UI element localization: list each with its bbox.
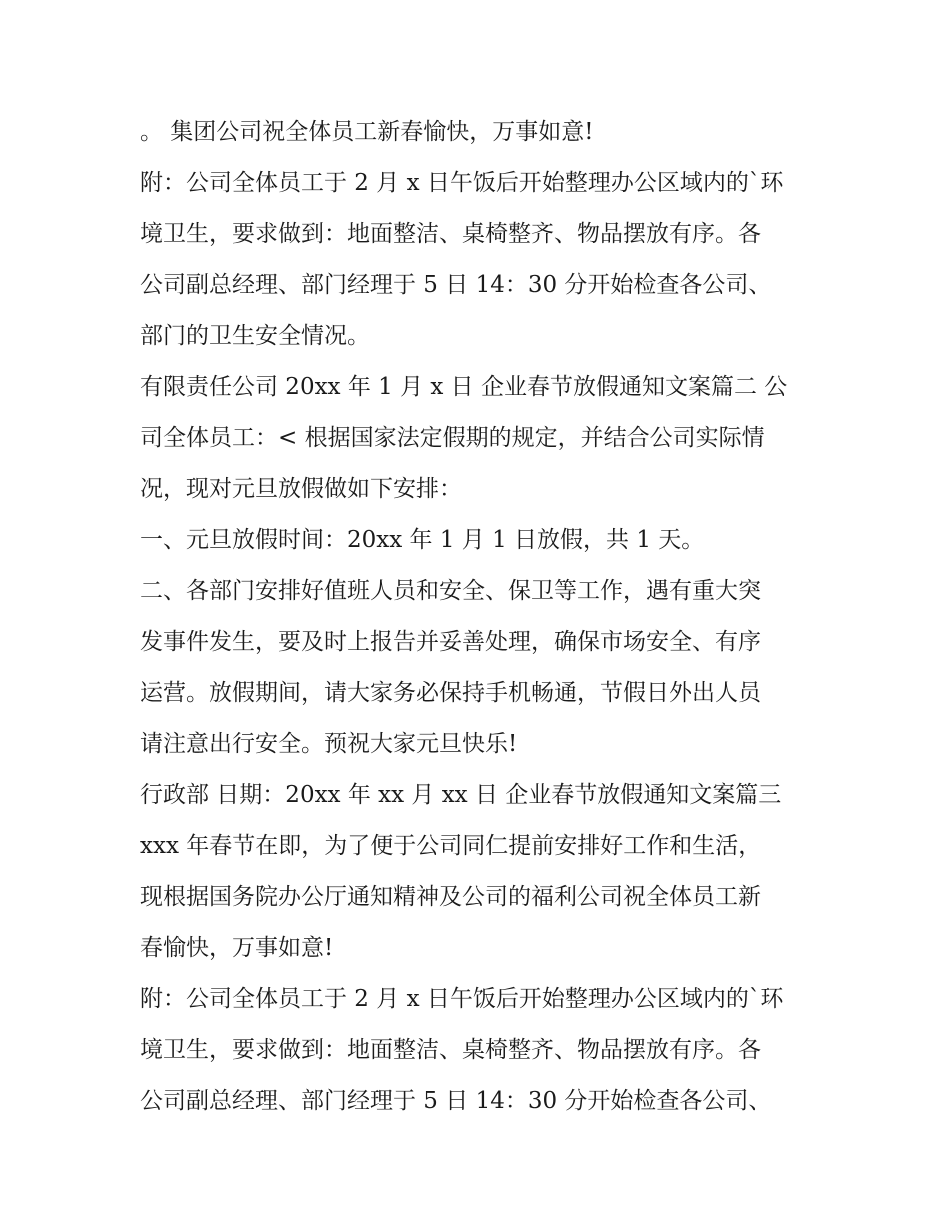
text-line: 附：公司全体员工于 2 月 x 日午饭后开始整理办公区域内的`环 (140, 986, 784, 1012)
text-line: 。 集团公司祝全体员工新春愉快，万事如意! (140, 119, 594, 145)
text-line: 境卫生，要求做到：地面整洁、桌椅整齐、物品摆放有序。各 (140, 221, 761, 247)
text-line: 发事件发生，要及时上报告并妥善处理，确保市场安全、有序 (140, 629, 761, 655)
text-line: 请注意出行安全。预祝大家元旦快乐! (140, 731, 518, 757)
text-line: 现根据国务院办公厅通知精神及公司的福利公司祝全体员工新 (140, 884, 761, 910)
text-line: 有限责任公司 20xx 年 1 月 x 日 企业春节放假通知文案篇二 公 (140, 374, 788, 400)
document-body (140, 107, 830, 1127)
text-line: 司全体员工：< 根据国家法定假期的规定，并结合公司实际情 (140, 425, 765, 451)
text-line: 部门的卫生安全情况。 (140, 323, 370, 349)
text-line: 附：公司全体员工于 2 月 x 日午饭后开始整理办公区域内的`环 (140, 170, 784, 196)
text-line: 境卫生，要求做到：地面整洁、桌椅整齐、物品摆放有序。各 (140, 1037, 761, 1063)
text-line: xxx 年春节在即，为了便于公司同仁提前安排好工作和生活， (140, 833, 762, 859)
text-line: 况，现对元旦放假做如下安排： (140, 476, 462, 502)
text-line: 春愉快，万事如意! (140, 935, 334, 961)
text-line: 运营。放假期间，请大家务必保持手机畅通，节假日外出人员 (140, 680, 761, 706)
text-line: 一、元旦放假时间：20xx 年 1 月 1 日放假，共 1 天。 (140, 527, 705, 553)
text-line: 公司副总经理、部门经理于 5 日 14：30 分开始检查各公司、 (140, 1088, 772, 1114)
text-line: 二、各部门安排好值班人员和安全、保卫等工作，遇有重大突 (140, 578, 761, 604)
text-line: 公司副总经理、部门经理于 5 日 14：30 分开始检查各公司、 (140, 272, 772, 298)
text-line: 行政部 日期：20xx 年 xx 月 xx 日 企业春节放假通知文案篇三 (140, 782, 782, 808)
